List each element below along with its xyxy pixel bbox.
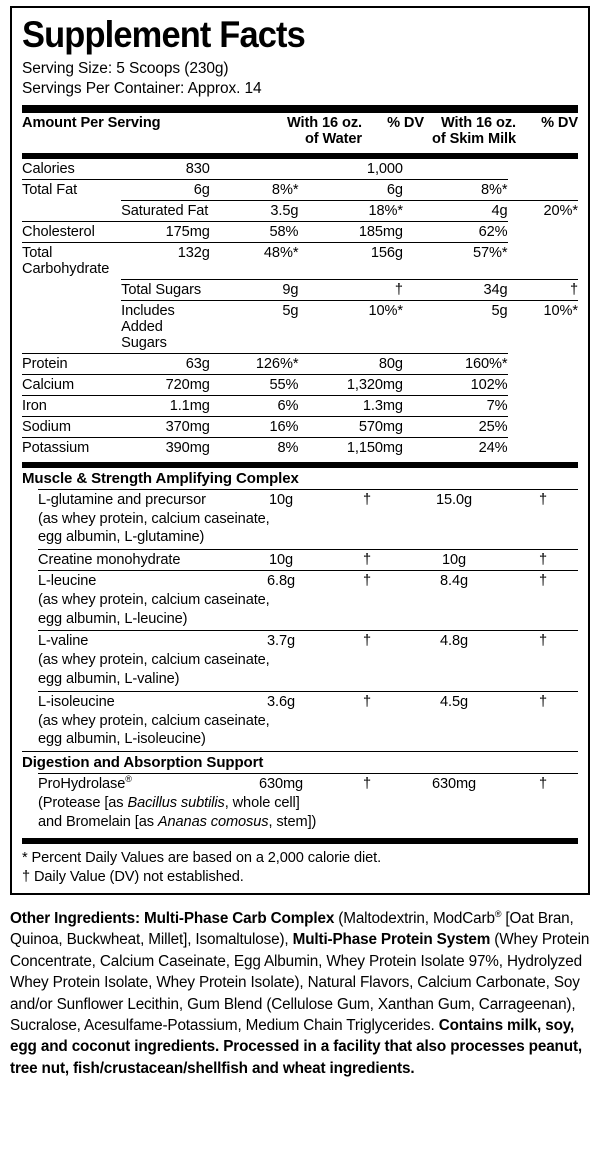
other-ingredients	[10, 908, 590, 1079]
nutrient-name: Cholesterol	[22, 222, 121, 243]
ingredient-name: L-glutamine and precursor	[38, 489, 242, 510]
ingredient-source-row	[22, 712, 578, 752]
table-row	[22, 691, 578, 712]
other-ingredients-seg2: (Maltodextrin, ModCarb	[334, 910, 495, 927]
ingredient-dv-milk: †	[512, 489, 578, 510]
nutrient-name: Calcium	[22, 374, 121, 395]
ingredient-amount-water: 10g	[242, 489, 336, 510]
header-col-milk	[424, 113, 516, 149]
ingredient-source-text: (as whey protein, calcium caseinate, egg albumin, L-valine)	[38, 652, 270, 688]
nutrient-name: Potassium	[22, 437, 121, 458]
nutrient-dv-water	[210, 159, 299, 180]
servings-per-container: Servings Per Container: Approx. 14	[22, 80, 262, 98]
table-row	[22, 159, 578, 180]
ingredient-dv-water: †	[336, 489, 408, 510]
ingredient-amount-water: 3.7g	[242, 631, 336, 652]
nutrient-amount-milk: 185mg	[298, 222, 403, 243]
table-row	[22, 222, 578, 243]
nutrient-amount-water: 830	[185, 161, 210, 178]
nutrient-amount-milk: 1.3mg	[298, 395, 403, 416]
ingredient-amount-milk: 8.4g	[408, 571, 512, 592]
header-col-water-line1: With 16 oz.	[287, 115, 362, 132]
ingredient-source-text: (as whey protein, calcium caseinate, egg albumin, L-isoleucine)	[38, 712, 270, 748]
table-row	[22, 374, 578, 395]
nutrient-dv-water: 126%*	[210, 353, 299, 374]
nutrient-dv-milk: 25%	[403, 416, 508, 437]
footnote-dagger: † Daily Value (DV) not established.	[22, 868, 244, 885]
table-row	[22, 243, 578, 280]
nutrient-dv-milk: 57%*	[403, 243, 508, 280]
nutrient-dv-milk: 7%	[403, 395, 508, 416]
header-amount-per-serving: Amount Per Serving	[22, 115, 161, 132]
column-header-table	[22, 113, 578, 149]
nutrient-amount-milk: 1,000	[366, 161, 403, 178]
ingredient-name: Creatine monohydrate	[38, 550, 242, 571]
nutrient-dv-water: 8%	[210, 437, 299, 458]
nutrient-amount-water: 9g	[210, 279, 299, 300]
nutrient-amount-water: 3.5g	[210, 201, 299, 222]
registered-mark-icon: ®	[125, 774, 132, 785]
ingredient-amount-milk: 630mg	[408, 774, 512, 795]
ingredient-amount-water: 3.6g	[242, 691, 336, 712]
table-row	[22, 201, 578, 222]
nutrient-amount-water: 6g	[121, 180, 210, 201]
nutrient-amount-water: 370mg	[121, 416, 210, 437]
nutrient-dv-milk: 62%	[403, 222, 508, 243]
ingredient-dv-water: †	[336, 571, 408, 592]
ingredient-amount-water: 6.8g	[242, 571, 336, 592]
table-row	[22, 300, 578, 353]
nutrient-amount-water: 175mg	[121, 222, 210, 243]
ingredient-amount-water: 10g	[242, 550, 336, 571]
nutrient-amount-milk: 1,320mg	[298, 374, 403, 395]
registered-mark-icon: ®	[494, 908, 502, 919]
ingredient-source-row	[22, 510, 578, 550]
proprietary-complex-table	[22, 468, 578, 834]
table-row	[22, 353, 578, 374]
ingredient-dv-milk: †	[512, 691, 578, 712]
nutrient-name: Total Fat	[22, 180, 121, 201]
nutrient-amount-milk: 156g	[298, 243, 403, 280]
nutrient-dv-milk: 8%*	[403, 180, 508, 201]
nutrient-amount-water: 63g	[121, 353, 210, 374]
nutrient-dv-milk: 160%*	[403, 353, 508, 374]
table-row	[22, 180, 578, 201]
nutrient-amount-milk: 570mg	[298, 416, 403, 437]
table-row	[22, 631, 578, 652]
nutrient-name: Sodium	[22, 416, 121, 437]
nutrient-dv-water: 58%	[210, 222, 299, 243]
nutrient-name: Total Sugars	[121, 279, 210, 300]
header-dv-water: % DV	[387, 115, 424, 132]
ingredient-source-text: (as whey protein, calcium caseinate, egg albumin, L-leucine)	[38, 592, 270, 627]
ingredient-dv-milk: †	[512, 571, 578, 592]
nutrient-amount-water: 390mg	[121, 437, 210, 458]
nutrient-dv-water: 8%*	[210, 180, 299, 201]
table-row	[22, 416, 578, 437]
other-ingredients-protein-system-label: Multi-Phase Protein System	[292, 931, 491, 949]
ingredient-source-text: (as whey protein, calcium caseinate, egg albumin, L-glutamine)	[38, 510, 270, 546]
nutrient-name: Calories	[22, 161, 75, 178]
supplement-facts-panel	[10, 6, 590, 895]
nutrient-dv-water: 16%	[210, 416, 299, 437]
nutrient-dv-milk: 24%	[403, 437, 508, 458]
ingredient-amount-milk: 10g	[408, 550, 512, 571]
table-row	[22, 279, 578, 300]
ingredient-amount-milk: 4.5g	[408, 691, 512, 712]
nutrient-table	[22, 159, 578, 458]
header-col-water	[284, 113, 362, 149]
ingredient-dv-water: †	[336, 691, 408, 712]
nutrient-amount-milk: 80g	[298, 353, 403, 374]
nutrient-amount-milk: 4g	[403, 201, 508, 222]
serving-size: Serving Size: 5 Scoops (230g)	[22, 60, 229, 77]
table-row	[22, 395, 578, 416]
nutrient-dv-water: 48%*	[210, 243, 299, 280]
table-row	[22, 489, 578, 510]
ingredient-source-row	[22, 794, 578, 833]
nutrient-dv-water: 55%	[210, 374, 299, 395]
ingredient-dv-water: †	[336, 550, 408, 571]
ingredient-source-text: (Protease [as Bacillus subtilis, whole cell] and Bromelain [as Ananas comosus, stem])	[38, 795, 317, 830]
ingredient-name: L-valine	[38, 631, 242, 652]
nutrient-dv-water: 18%*	[298, 201, 403, 222]
nutrient-dv-water: 10%*	[298, 300, 403, 353]
table-row	[22, 571, 578, 592]
nutrient-name: Saturated Fat	[121, 201, 210, 222]
nutrient-amount-water: 1.1mg	[121, 395, 210, 416]
section-heading: Digestion and Absorption Support	[22, 752, 512, 774]
ingredient-dv-water: †	[336, 774, 408, 795]
ingredient-amount-milk: 4.8g	[408, 631, 512, 652]
other-ingredients-seg3: [Oat Bran, Quinoa, Buckwheat, Millet], Isomaltulose),	[10, 910, 574, 949]
section-heading: Muscle & Strength Amplifying Complex	[22, 469, 299, 487]
nutrient-amount-milk: 34g	[403, 279, 508, 300]
nutrient-amount-water: 132g	[121, 243, 210, 280]
ingredient-amount-milk: 15.0g	[408, 489, 512, 510]
ingredient-dv-water: †	[336, 631, 408, 652]
nutrient-dv-water: 6%	[210, 395, 299, 416]
ingredient-name: ProHydrolase®	[38, 774, 242, 795]
header-col-milk-line1: With 16 oz.	[441, 115, 516, 132]
ingredient-dv-milk: †	[512, 631, 578, 652]
nutrient-dv-milk: 10%*	[508, 300, 579, 353]
nutrient-name: Total Carbohydrate	[22, 243, 121, 280]
allergen-statement: Contains milk, soy, egg and coconut ingredients. Processed in a facility that also processes peanut, tree nut, fish/crustacean/shellfish and wheat ingredients.	[10, 1017, 582, 1077]
nutrient-amount-milk: 5g	[403, 300, 508, 353]
other-ingredients-carb-complex-label: Other Ingredients: Multi-Phase Carb Complex	[10, 910, 335, 927]
ingredient-dv-milk: †	[512, 774, 578, 795]
ingredient-source-row	[22, 591, 578, 631]
nutrient-amount-water: 5g	[210, 300, 299, 353]
nutrient-dv-milk: 102%	[403, 374, 508, 395]
nutrient-name: Includes Added Sugars	[121, 300, 210, 353]
other-ingredients-seg5: (Whey Protein Concentrate, Calcium Caseinate, Egg Albumin, Whey Protein Isolate 97%, Hydrolyzed Whey Protein Isolate, Whey Protein Isolate), Natural Flavors, Calcium Carbonate, Soy and/or Sunflower Lecithin, Gum Blend (Cellulose Gum, Xanthan Gum, Carrageenan), Sucralose, Acesulfame-Potassium, Medium Chain Triglycerides.	[10, 931, 590, 1035]
footnotes	[22, 844, 578, 888]
page-title: Supplement Facts	[22, 14, 305, 55]
divider-thick-top	[22, 105, 578, 113]
nutrient-dv-milk: †	[508, 279, 579, 300]
nutrient-name: Protein	[22, 353, 121, 374]
ingredient-name: L-isoleucine	[38, 691, 242, 712]
nutrient-name: Iron	[22, 395, 121, 416]
section-header-row	[22, 468, 578, 490]
header-dv-milk: % DV	[541, 115, 578, 132]
nutrient-amount-milk: 6g	[298, 180, 403, 201]
nutrient-dv-water: †	[298, 279, 403, 300]
table-row	[22, 550, 578, 571]
ingredient-name: L-leucine	[38, 571, 242, 592]
table-row	[22, 774, 578, 795]
nutrient-amount-milk: 1,150mg	[298, 437, 403, 458]
header-col-milk-line2: of Skim Milk	[432, 131, 516, 148]
nutrient-dv-milk: 20%*	[508, 201, 579, 222]
ingredient-amount-water: 630mg	[242, 774, 336, 795]
section-header-row	[22, 752, 578, 774]
ingredient-dv-milk: †	[512, 550, 578, 571]
table-row	[22, 437, 578, 458]
footnote-asterisk: * Percent Daily Values are based on a 2,000 calorie diet.	[22, 849, 382, 866]
header-col-water-line2: of Water	[304, 131, 362, 148]
ingredient-source-row	[22, 651, 578, 691]
nutrient-amount-water: 720mg	[121, 374, 210, 395]
nutrient-dv-milk	[403, 159, 508, 180]
